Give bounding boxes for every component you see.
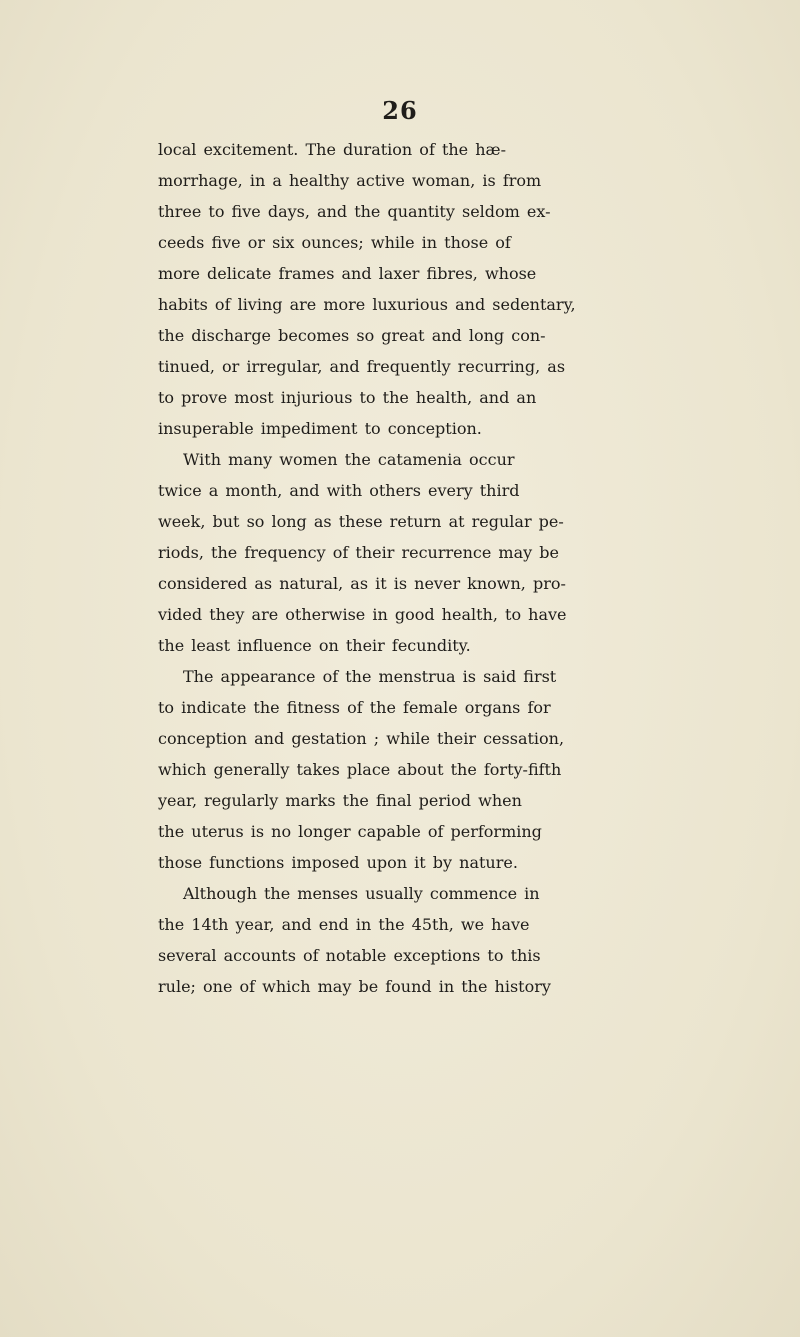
text-line: to indicate the fitness of the female organs for bbox=[158, 698, 551, 717]
text-line: morrhage, in a healthy active woman, is from bbox=[158, 171, 542, 190]
text-line: the least influence on their fecundity. bbox=[158, 636, 471, 655]
body-text bbox=[158, 134, 798, 1002]
text-line: conception and gestation ; while their cessation, bbox=[158, 729, 565, 748]
text-line: year, regularly marks the final period when bbox=[158, 791, 522, 810]
text-line: the 14th year, and end in the 45th, we have bbox=[158, 915, 530, 934]
text-line: insuperable impediment to conception. bbox=[158, 419, 482, 438]
text-line: The appearance of the menstrua is said first bbox=[183, 667, 557, 686]
text-line: tinued, or irregular, and frequently recurring, as bbox=[158, 357, 566, 376]
text-line: ceeds five or six ounces; while in those of bbox=[158, 233, 511, 252]
text-line: habits of living are more luxurious and sedentary, bbox=[158, 295, 576, 314]
text-line: three to five days, and the quantity seldom ex- bbox=[158, 202, 551, 221]
text-line: several accounts of notable exceptions to this bbox=[158, 946, 541, 965]
text-line: the uterus is no longer capable of performing bbox=[158, 822, 542, 841]
text-line: rule; one of which may be found in the history bbox=[158, 977, 551, 996]
text-line: twice a month, and with others every third bbox=[158, 481, 520, 500]
text-line: riods, the frequency of their recurrence may be bbox=[158, 543, 559, 562]
text-line: considered as natural, as it is never known, pro- bbox=[158, 574, 566, 593]
text-line: week, but so long as these return at regular pe- bbox=[158, 512, 564, 531]
text-line: to prove most injurious to the health, and an bbox=[158, 388, 537, 407]
text-line: local excitement. The duration of the hæ- bbox=[158, 140, 506, 159]
page-number: 26 bbox=[382, 96, 418, 125]
text-line: the discharge becomes so great and long con- bbox=[158, 326, 546, 345]
text-line: Although the menses usually commence in bbox=[183, 884, 540, 903]
text-line: With many women the catamenia occur bbox=[183, 450, 515, 469]
text-line: those functions imposed upon it by nature. bbox=[158, 853, 518, 872]
text-line: vided they are otherwise in good health, to have bbox=[158, 605, 567, 624]
text-line: more delicate frames and laxer fibres, whose bbox=[158, 264, 537, 283]
text-line: which generally takes place about the forty-fifth bbox=[158, 760, 562, 779]
